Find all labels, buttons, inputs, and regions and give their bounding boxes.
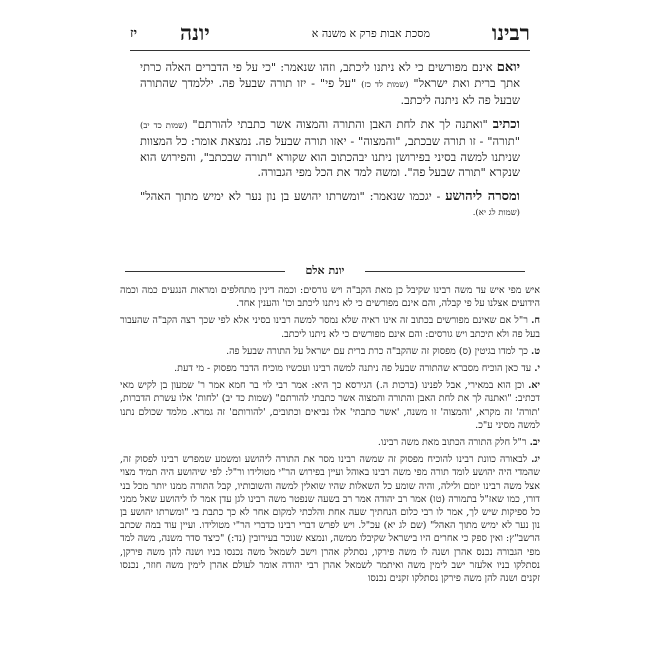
paragraph-tail: "על פי" - יזו תורה שבעל פה. יללמדך שהתורה שבעל פה לא ניתנה ליכתב. — [140, 75, 520, 107]
header-rule — [130, 50, 530, 51]
commentary-note — [120, 436, 540, 449]
main-paragraph — [140, 117, 520, 181]
main-paragraph — [140, 60, 520, 109]
verse-reference: (שמות לד כז) — [361, 79, 409, 90]
main-text — [140, 60, 520, 230]
commentary-note — [120, 314, 540, 340]
divider-line — [125, 271, 285, 272]
note-text: ר"ל חלק התורה הכתוב מאת משה רבינו. — [377, 437, 530, 449]
commentary-title: יונה — [180, 20, 210, 45]
commentary-heading: יונת אלם — [305, 264, 345, 277]
commentary-note — [120, 453, 540, 585]
verse-reference: (שמות כד יב) — [140, 120, 188, 131]
note-text: ר"ל אם שאינם מפורשים בכתוב זה אינו ראיה שלא נמסר למשה רבינו בסיני אלא לפי שכך רצה הקב"ה שהעבור בעל פה ולא תיכתב ויש גורסים: והם אינם מפורשים כי לא ניתנו ליכתב. — [120, 315, 540, 340]
divider-line — [365, 271, 525, 272]
main-paragraph — [140, 189, 520, 222]
paragraph-tail: "תורה" - זו תורה שבכתב, "והמצוה" - יאזו תורה שבעל פה. נמצאת אומר: כל המצוות שניתנו למשה בסיני בפירושן ניתנו יבהכתוב הוא שקורא "תורה שבכתב", והפירוש הוא שנקרא "תורה שבעל פה". ומשה למד את הכל מפי הגבורה. — [140, 134, 520, 179]
note-text: איש מפי איש עד משה רבינו שקיבל כן מאת הקב"ה ויש גורסים: וכמה דינין מתחלפים ומראות הנגעים כמה וכמה הידועים אצלנו על פי קבלה, והם אינם מפורשים כי לא ניתנו ליכתב וכו' והענין אחד. — [120, 285, 540, 310]
tractate-info: מסכת אבות פרק א משנה א — [311, 27, 430, 40]
commentary-divider — [125, 264, 525, 278]
commentary-note — [120, 284, 540, 310]
note-marker: ח. — [531, 315, 540, 327]
book-title: רבינו — [491, 20, 530, 45]
verse-reference: (שמות לג יא). — [472, 208, 520, 218]
paragraph-body: אינם מפורשים כי לא ניתנו ליכתב, וזהו שנאמר: "כי על פי הדברים האלה כרתי אתך ברית ואת ישראל" — [140, 60, 521, 90]
paragraph-body: - יגכמו שנאמר: "ומשרתו יהושע בן נון נער לא ימיש מתוך האהל" — [140, 188, 446, 203]
note-text: כך למדו בגיטין (ס) מפסוק זה שהקב"ה כרת ברית עם ישראל על התורה שבעל פה. — [226, 345, 531, 357]
note-marker: י. — [534, 363, 540, 375]
commentary-note — [120, 379, 540, 432]
commentary-text — [120, 284, 540, 589]
note-text: וכן הוא במאירי, אבל לפנינו (ברכות ה.) הגירסא כך היא: אמר רבי לוי בר חמא אמר ר' שמעון בן לקיש מאי דכתיב: "ואתנה לך את לחת האבן והתורה והמצוה אשר כתבתי להורתם" (שמות כד יב) 'לחות' אלו עשרת הדברות, 'תורה' זה מקרא, 'והמצוה' זו משנה, 'אשר כתבתי' אלו נביאים וכתובים, 'להורותם' זה גמרא. מלמד שכולם נתנו למשה מסיני ע"כ. — [120, 380, 540, 431]
note-marker: יא. — [528, 380, 540, 392]
note-text: לבאורה כוונת רבינו להוכיח מפסוק זה שמשה רבינו מסר את התורה ליהושע ומשמע שמפרש רבינו לפסוק זה, שהמדי היה יהושע לומד תורה מפי משה רבינו באוהל ועיין בפירוש הר"י מטולידו ור"ל: לפי שיהושע היה תמיד מצוי אצל משה רבינו יומם ולילה, והיה שומע כל השאלות שהיו שואלין למשה והשובותיו, קבל התורה ממנו יותר מכל בני דורו, כמו שאז"ל בתמורה (טו) אמר רב יהודה אמר רב בשעה שנפטר משה רבינו לגן עדן אמר לו ליהושע שאל ממני כל ספיקות שיש לך, אמר לו רבי כלום הנחתיך שעה אחת והלכתי למקום אחר לא כך כתבת בי "ומשרתו יהושע בן נון נער לא ימיש מתוך האהל" (שם לג יא) עכ"ל. ויש לפרש דברי רבינו כדברי הר"י מטולידו. ועיין עוד במה שכתב הרשב"ץ: ואין ספק כי אחרים היו בישראל שקיבלו ממשה, ונמצא שנוכר בעירובין (נד:) "כיצד סדר משנה, משה למד מפי הגבורה נכנס אהרן ושנה לו משה פירקו, נסתלק אהרן וישב לשמאל משה נכנסו בניו ושנה להן משה פירקן, נסתלקו בניו אלעזר ישב לימין משה ואיתמר לשמאל אהרן רבי יהודה אומר לעולם אהרן לימין משה חוזר, נכנסו זקנים ושנה להן משה פירקן נסתלקו זקנים נכנסו — [120, 454, 540, 585]
commentary-note — [120, 345, 540, 358]
note-marker: ט. — [530, 345, 540, 357]
page-number: יז — [130, 26, 138, 41]
paragraph-lead: יואם — [496, 60, 520, 75]
page-header — [130, 22, 530, 48]
note-text: עד כאן הוכיח מסברא שהתורה שבעל פה ניתנה למשה רבינו ועכשיו מוכיח הדבר מפסוק - מי דעת. — [174, 363, 535, 375]
note-marker: יב. — [529, 437, 540, 449]
note-marker: יג. — [531, 454, 540, 466]
paragraph-lead: ומסרה ליהושע — [445, 188, 521, 204]
commentary-note — [120, 362, 540, 375]
paragraph-lead: וכתיב — [492, 116, 520, 132]
paragraph-body: "ואתנה לך את לחת האבן והתורה והמצוה אשר כתבתי להורתם" — [187, 116, 493, 131]
